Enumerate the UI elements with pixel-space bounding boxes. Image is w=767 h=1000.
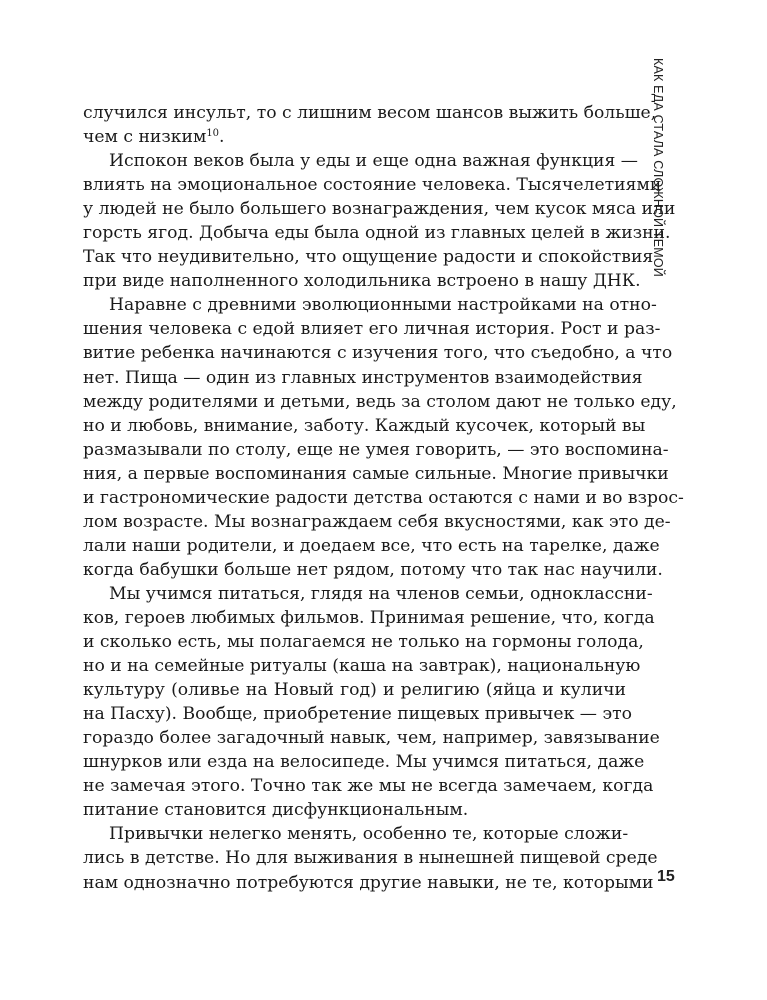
text-line <box>83 293 657 317</box>
text-line-content: питание становится дисфункциональным. <box>83 800 469 821</box>
text-line <box>83 774 654 798</box>
text-line-content: нам однозначно потребуются другие навыки, не те, которыми <box>83 872 654 893</box>
text-line-content: шнурков или езда на велосипеде. Мы учимся питаться, даже <box>83 752 645 773</box>
text-line-content: размазывали по столу, еще не умея говорить, — это воспомина- <box>83 439 669 460</box>
text-line <box>83 173 662 197</box>
text-line-content: влиять на эмоциональное состояние человека. Тысячелетиями <box>83 175 662 196</box>
text-line <box>83 678 626 702</box>
text-line-content: но и любовь, внимание, заботу. Каждый кусочек, который вы <box>83 415 646 436</box>
text-line <box>83 582 653 606</box>
text-line-content: на Пасху). Вообще, приобретение пищевых привычек — это <box>83 704 632 725</box>
text-line <box>83 510 671 534</box>
text-line <box>83 366 643 390</box>
text-line-content: случился инсульт, то с лишним весом шансов выжить больше, <box>83 103 657 123</box>
text-line <box>83 630 644 654</box>
text-line-content: и сколько есть, мы полагаемся не только на гормоны голода, <box>83 632 644 653</box>
text-line <box>83 486 684 510</box>
text-line <box>83 822 629 846</box>
text-line: чем с низким$^{10}$. <box>83 127 225 148</box>
text-line-content: гораздо более загадочный навык, чем, например, завязывание <box>83 728 660 749</box>
text-line <box>83 750 645 774</box>
text-line <box>83 197 676 221</box>
text-line <box>83 269 641 293</box>
text-line <box>83 149 638 173</box>
text-line-content: Испокон веков была у еды и еще одна важная функция — <box>109 151 638 172</box>
text-line-content: между родителями и детьми, ведь за столом дают не только еду, <box>83 391 677 412</box>
text-line-content: у людей не было большего вознаграждения, чем кусок мяса или <box>83 199 676 220</box>
text-line <box>83 221 671 245</box>
text-line <box>83 414 646 438</box>
text-line-content: ков, героев любимых фильмов. Принимая решение, что, когда <box>83 607 655 628</box>
text-line-content: и гастрономические радости детства остаются с нами и во взрос- <box>83 487 684 508</box>
text-line <box>83 558 663 582</box>
running-header: КАК ЕДА СТАЛА СЛОЖНОЙ ТЕМОЙ <box>651 58 665 277</box>
text-line-content: нет. Пища — один из главных инструментов взаимодействия <box>83 367 643 388</box>
text-line-content: когда бабушки больше нет рядом, потому что так нас научили. <box>83 559 663 580</box>
text-line <box>83 534 660 558</box>
text-line-content: Привычки нелегко менять, особенно те, которые сложи- <box>109 824 629 845</box>
text-line-content: витие ребенка начинаются с изучения того, что съедобно, а что <box>83 343 673 364</box>
text-line <box>83 606 655 630</box>
text-line <box>83 341 673 365</box>
text-line <box>83 317 661 341</box>
text-line <box>83 101 657 125</box>
text-line-content: лали наши родители, и доедаем все, что есть на тарелке, даже <box>83 535 660 556</box>
text-line-content: лись в детстве. Но для выживания в нынешней пищевой среде <box>83 848 658 869</box>
text-line <box>83 390 677 414</box>
text-line <box>83 654 641 678</box>
text-line <box>83 846 658 870</box>
footnote-reference[interactable]: 10 <box>206 128 220 140</box>
text-line <box>83 462 669 486</box>
text-line-content: Так что неудивительно, что ощущение радости и спокойствия <box>83 247 654 268</box>
text-line-content: ния, а первые воспоминания самые сильные. Многие привычки <box>83 463 669 484</box>
text-line-content: при виде наполненного холодильника встроено в нашу ДНК. <box>83 271 641 292</box>
text-line-content: Наравне с древними эволюционными настройками на отно- <box>109 295 657 316</box>
text-line-content: чем с низким <box>83 127 207 148</box>
text-line-content: но и на семейные ритуалы (каша на завтрак), национальную <box>83 656 641 677</box>
text-line-content: горсть ягод. Добыча еды была одной из главных целей в жизни. <box>83 223 671 244</box>
text-line <box>83 702 632 726</box>
text-line-content: культуру (оливье на Новый год) и религию (яйца и куличи <box>83 680 626 701</box>
text-line <box>83 798 626 822</box>
text-line <box>83 245 654 269</box>
text-line <box>83 726 660 750</box>
text-line-content: шения человека с едой влияет его личная история. Рост и раз- <box>83 319 661 340</box>
text-line <box>83 438 669 462</box>
text-line-content: Мы учимся питаться, глядя на членов семьи, одноклассни- <box>109 583 653 604</box>
page-number: 15 <box>657 868 675 885</box>
text-line-content: не замечая этого. Точно так же мы не всегда замечаем, когда <box>83 776 654 797</box>
text-line <box>83 871 654 895</box>
text-line-content: лом возрасте. Мы вознаграждаем себя вкусностями, как это де- <box>83 511 671 532</box>
